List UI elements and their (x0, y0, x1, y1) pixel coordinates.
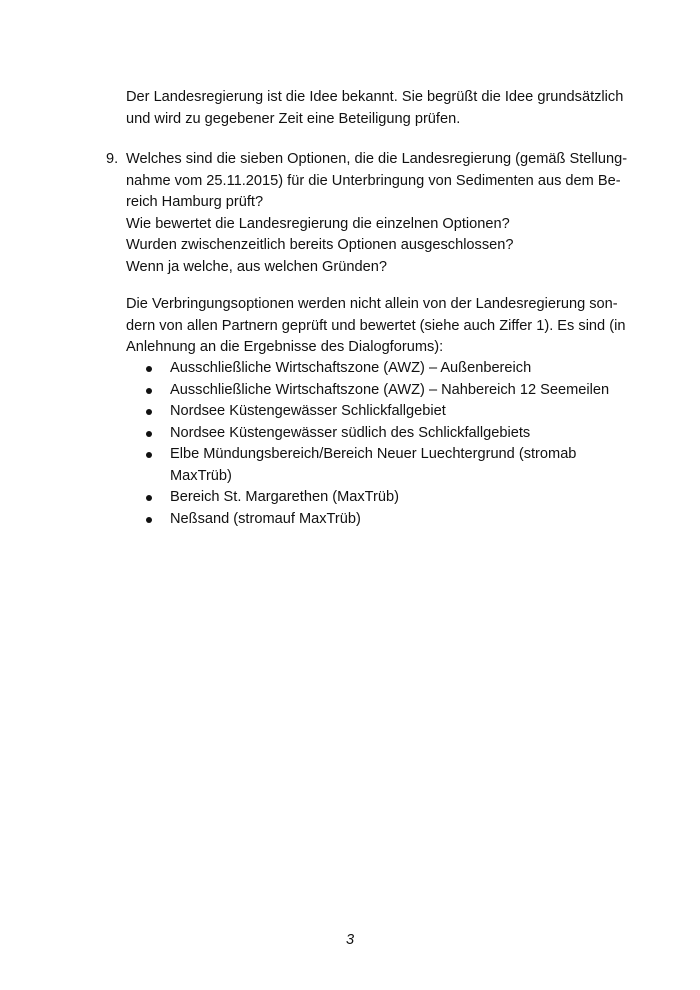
list-item (126, 380, 610, 402)
text-line: dern von allen Partnern geprüft und bewertet (siehe auch Ziffer 1). Es sind (in (126, 317, 626, 334)
question-text (126, 149, 628, 278)
bullet-icon (146, 409, 152, 415)
list-item (126, 358, 596, 380)
bullet-icon (146, 517, 152, 523)
text-line: Elbe Mündungsbereich/Bereich Neuer Luechtergrund (stromab (170, 446, 577, 462)
list-item (126, 444, 596, 487)
list-item (126, 509, 596, 531)
text-line: und wird zu gegebener Zeit eine Beteiligung prüfen. (126, 110, 461, 127)
text-line: Wie bewertet die Landesregierung die einzelnen Optionen? (126, 215, 510, 232)
page-number: 3 (345, 932, 355, 948)
list-item (126, 423, 596, 445)
answer-9-intro (126, 294, 626, 359)
bullet-icon (146, 388, 152, 394)
text-line: Bereich St. Margarethen (MaxTrüb) (170, 489, 399, 505)
text-line: Welches sind die sieben Optionen, die die Landesregierung (gemäß Stellung- (126, 151, 628, 167)
answer-paragraph-top (126, 87, 624, 130)
text-line: nahme vom 25.11.2015) für die Unterbringung von Sedimenten aus dem Be- (126, 172, 621, 189)
text-line: Anlehnung an die Ergebnisse des Dialogforums): (126, 339, 444, 355)
question-number: 9. (106, 151, 119, 167)
bullet-icon (146, 495, 152, 501)
options-list (126, 358, 610, 530)
text-line: Wenn ja welche, aus welchen Gründen? (126, 258, 387, 275)
text-line: Ausschließliche Wirtschaftszone (AWZ) – Nahbereich 12 Seemeilen (170, 381, 610, 398)
list-item (126, 401, 596, 423)
text-line: MaxTrüb) (170, 467, 232, 484)
bullet-icon (146, 452, 152, 458)
bullet-icon (146, 366, 152, 372)
list-item (126, 487, 596, 509)
text-line: Neßsand (stromauf MaxTrüb) (170, 510, 361, 527)
bullet-icon (146, 431, 152, 437)
text-line: Ausschließliche Wirtschaftszone (AWZ) – Außenbereich (170, 360, 532, 376)
text-line: Der Landesregierung ist die Idee bekannt. Sie begrüßt die Idee grundsätzlich (126, 89, 624, 105)
text-line: reich Hamburg prüft? (126, 194, 264, 210)
text-line: Nordsee Küstengewässer südlich des Schlickfallgebiets (170, 424, 531, 441)
text-line: Wurden zwischenzeitlich bereits Optionen ausgeschlossen? (126, 237, 514, 253)
text-line: Die Verbringungsoptionen werden nicht allein von der Landesregierung son- (126, 296, 618, 312)
text-line: Nordsee Küstengewässer Schlickfallgebiet (170, 403, 446, 419)
